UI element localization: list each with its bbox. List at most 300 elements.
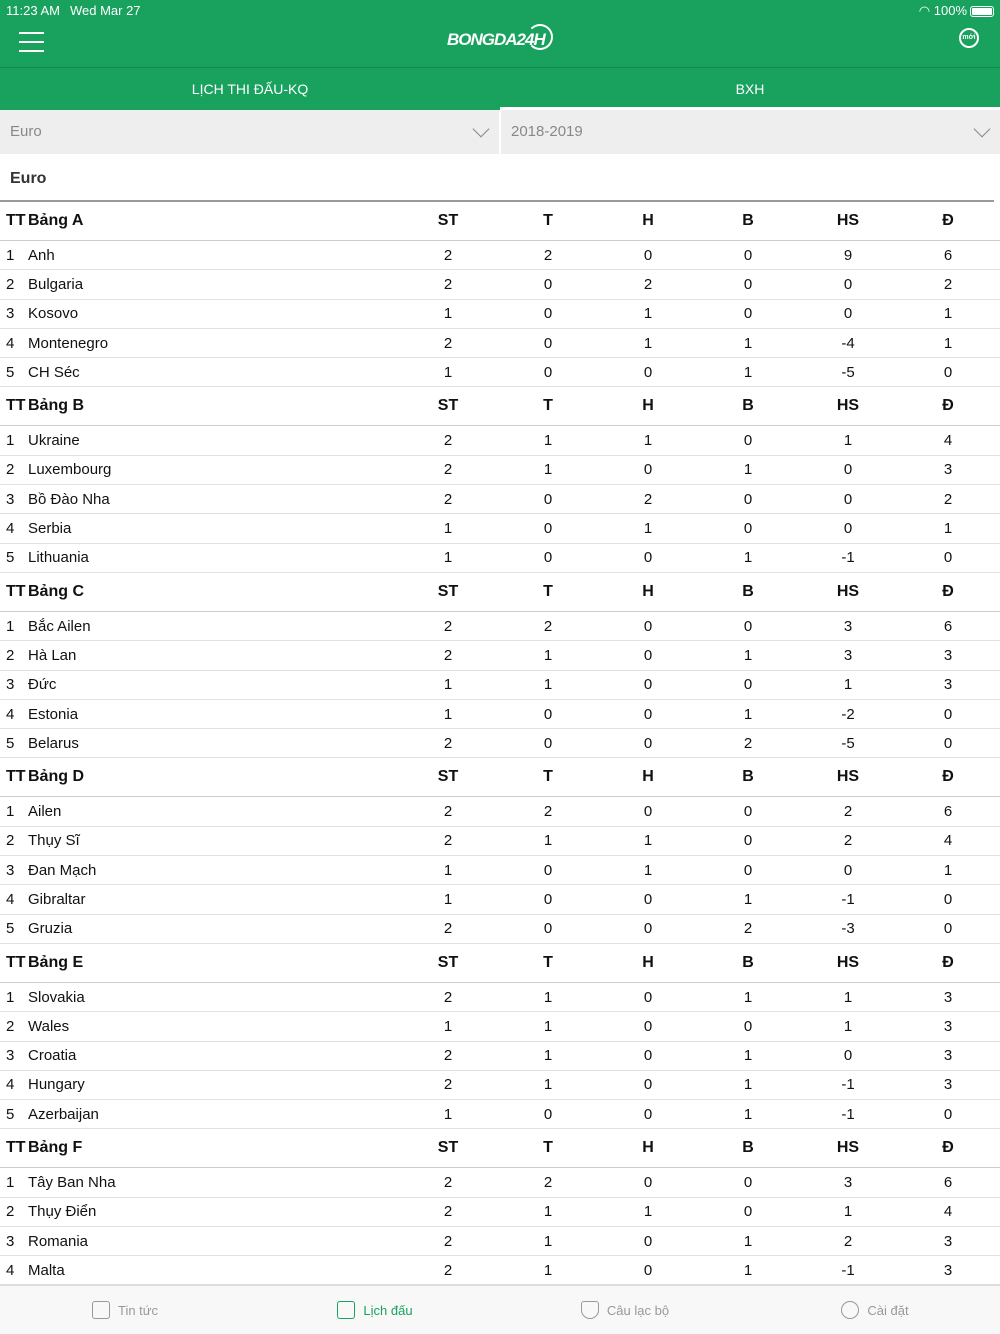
cell: 0 (543, 1105, 553, 1123)
table-row[interactable] (0, 983, 1000, 1012)
cell: 2 (843, 832, 853, 850)
chevron-down-icon (473, 121, 490, 138)
table-row[interactable] (0, 915, 1000, 944)
team-name: Lithuania (28, 549, 89, 567)
cell: 0 (743, 1017, 753, 1035)
cell: 3 (943, 1047, 953, 1065)
cell: 1 (6, 988, 15, 1006)
cell: 2 (6, 646, 15, 664)
cell: 1 (643, 861, 653, 879)
column-header: Đ (942, 1139, 954, 1157)
table-row[interactable] (0, 1042, 1000, 1071)
cell: -5 (841, 734, 855, 752)
column-header: H (642, 1139, 654, 1157)
cell: 2 (443, 1047, 453, 1065)
cell: 1 (543, 1261, 553, 1279)
club-icon (581, 1301, 599, 1319)
cell: 1 (643, 520, 653, 538)
column-header: ST (437, 953, 459, 971)
cell: 9 (843, 246, 853, 264)
cell: 1 (843, 1203, 853, 1221)
cell: -1 (841, 1105, 855, 1123)
cell: 0 (643, 1174, 653, 1192)
cell: 2 (543, 617, 553, 635)
cell: -1 (841, 890, 855, 908)
menu-button[interactable] (19, 32, 44, 52)
cell: 1 (743, 705, 753, 723)
cell: 0 (743, 617, 753, 635)
cell: 0 (943, 363, 953, 381)
status-date: Wed Mar 27 (69, 3, 141, 18)
team-name: Hungary (28, 1076, 85, 1094)
table-row[interactable] (0, 1198, 1000, 1227)
cell: 1 (643, 432, 653, 450)
team-name: Tây Ban Nha (28, 1174, 116, 1192)
cell: 1 (543, 832, 553, 850)
cell: 2 (443, 1174, 453, 1192)
cell: 2 (443, 646, 453, 664)
column-header: Bảng D (28, 768, 84, 786)
cell: 1 (443, 1105, 453, 1123)
battery-percent: 100% (933, 3, 967, 18)
cell: 0 (643, 705, 653, 723)
column-header: HS (836, 1139, 860, 1157)
table-row[interactable] (0, 514, 1000, 543)
cell: 2 (643, 275, 653, 293)
team-name: Kosovo (28, 305, 79, 323)
cell: -5 (841, 363, 855, 381)
cell: 1 (6, 246, 15, 264)
column-header: ST (437, 397, 459, 415)
cell: 0 (743, 1174, 753, 1192)
team-name: Hà Lan (28, 646, 77, 664)
cell: 3 (943, 1232, 953, 1250)
cell: 1 (643, 305, 653, 323)
table-row[interactable] (0, 1071, 1000, 1100)
tab-standings[interactable]: BXH (500, 68, 1000, 110)
column-header: TT (6, 397, 26, 415)
cell: 0 (643, 734, 653, 752)
cell: 0 (643, 803, 653, 821)
cell: 1 (543, 1203, 553, 1221)
cell: 1 (6, 617, 15, 635)
group-header (0, 1129, 1000, 1168)
cell: 0 (543, 861, 553, 879)
cell: 0 (743, 432, 753, 450)
group-header (0, 944, 1000, 983)
cell: 3 (6, 1047, 15, 1065)
team-name: Wales (28, 1017, 70, 1035)
column-header: TT (6, 212, 26, 229)
cell: 1 (743, 1105, 753, 1123)
nav-schedule[interactable]: Lịch đấu (250, 1286, 500, 1334)
column-header: TT (6, 1139, 26, 1157)
cell: 1 (443, 676, 453, 694)
cell: 3 (943, 988, 953, 1006)
group-2 (0, 573, 1000, 758)
table-row[interactable] (0, 1012, 1000, 1041)
cell: 0 (843, 275, 853, 293)
cell: 1 (743, 334, 753, 352)
cell: 0 (943, 1105, 953, 1123)
cell: 2 (6, 461, 15, 479)
cell: 0 (643, 246, 653, 264)
cell: 0 (743, 305, 753, 323)
table-row[interactable] (0, 885, 1000, 914)
cell: 1 (6, 803, 15, 821)
column-header: HS (836, 768, 860, 786)
table-row[interactable] (0, 456, 1000, 485)
cell: 1 (943, 334, 953, 352)
table-row[interactable] (0, 358, 1000, 387)
table-row[interactable] (0, 1256, 1000, 1285)
column-header: HS (836, 397, 860, 415)
league-select[interactable]: Euro (0, 110, 499, 154)
cell: 6 (943, 246, 953, 264)
table-row[interactable] (0, 485, 1000, 514)
cell: 1 (443, 705, 453, 723)
cell: 1 (543, 676, 553, 694)
new-badge-button[interactable]: mới (959, 28, 979, 48)
cell: 1 (543, 1047, 553, 1065)
team-name: Ukraine (28, 432, 80, 450)
cell: 3 (843, 1174, 853, 1192)
column-header: H (642, 212, 654, 229)
column-header: H (642, 953, 654, 971)
group-header (0, 758, 1000, 797)
team-name: Gibraltar (28, 890, 86, 908)
cell: 1 (743, 363, 753, 381)
cell: 1 (943, 520, 953, 538)
column-header: ST (437, 768, 459, 786)
team-name: Montenegro (28, 334, 109, 352)
cell: 0 (643, 617, 653, 635)
column-header: T (543, 212, 553, 229)
column-header: Bảng B (28, 397, 84, 415)
season-select[interactable]: 2018-2019 (499, 110, 1000, 154)
cell: 0 (643, 1105, 653, 1123)
cell: 0 (843, 861, 853, 879)
cell: 1 (843, 676, 853, 694)
cell: 1 (443, 520, 453, 538)
cell: 0 (743, 676, 753, 694)
cell: 0 (543, 520, 553, 538)
cell: 2 (443, 432, 453, 450)
cell: 1 (843, 988, 853, 1006)
cell: 2 (6, 275, 15, 293)
column-header: B (742, 953, 754, 971)
cell: 4 (943, 832, 953, 850)
nav-settings[interactable]: Cài đặt (750, 1286, 1000, 1334)
cell: 1 (743, 1047, 753, 1065)
cell: 0 (543, 334, 553, 352)
cell: 0 (643, 1076, 653, 1094)
cell: 1 (743, 988, 753, 1006)
cell: 1 (743, 890, 753, 908)
cell: 0 (643, 988, 653, 1006)
column-header: TT (6, 953, 26, 971)
cell: 3 (943, 1076, 953, 1094)
cell: 2 (6, 1017, 15, 1035)
cell: 2 (443, 803, 453, 821)
cell: 0 (943, 920, 953, 938)
cell: -2 (841, 705, 855, 723)
group-header (0, 387, 1000, 426)
cell: 4 (6, 520, 15, 538)
cell: 1 (743, 646, 753, 664)
schedule-icon (337, 1301, 355, 1319)
cell: 0 (843, 490, 853, 508)
team-name: Bulgaria (28, 275, 84, 293)
table-row[interactable] (0, 544, 1000, 573)
team-name: Bắc Ailen (28, 617, 91, 635)
column-header: ST (437, 582, 459, 600)
table-row[interactable] (0, 1227, 1000, 1256)
nav-news[interactable]: Tin tức (0, 1286, 250, 1334)
cell: 0 (843, 461, 853, 479)
cell: 1 (743, 1232, 753, 1250)
cell: 0 (543, 734, 553, 752)
cell: 2 (443, 1203, 453, 1221)
table-row[interactable] (0, 612, 1000, 641)
cell: 1 (443, 1017, 453, 1035)
cell: 1 (443, 305, 453, 323)
cell: 2 (443, 275, 453, 293)
cell: 1 (943, 861, 953, 879)
table-row[interactable] (0, 329, 1000, 358)
cell: -3 (841, 920, 855, 938)
cell: 3 (943, 646, 953, 664)
table-row[interactable] (0, 1100, 1000, 1129)
table-row[interactable] (0, 426, 1000, 455)
cell: 5 (6, 734, 15, 752)
column-header: HS (836, 582, 860, 600)
cell: 3 (943, 1261, 953, 1279)
column-header: B (742, 582, 754, 600)
cell: 1 (743, 549, 753, 567)
cell: 0 (743, 832, 753, 850)
cell: 2 (543, 246, 553, 264)
cell: 0 (543, 920, 553, 938)
cell: 5 (6, 549, 15, 567)
cell: 0 (543, 305, 553, 323)
cell: 4 (6, 1076, 15, 1094)
column-header: Đ (942, 768, 954, 786)
cell: 0 (643, 890, 653, 908)
table-row[interactable] (0, 241, 1000, 270)
column-header: B (742, 397, 754, 415)
cell: 0 (543, 705, 553, 723)
cell: 2 (743, 920, 753, 938)
cell: 3 (943, 1017, 953, 1035)
status-bar (0, 0, 1000, 22)
column-header: TT (6, 582, 26, 600)
cell: 1 (643, 832, 653, 850)
cell: 2 (443, 1076, 453, 1094)
team-name: Slovakia (28, 988, 85, 1006)
column-header: T (543, 768, 553, 786)
cell: 2 (443, 617, 453, 635)
battery-icon (970, 6, 994, 17)
cell: 1 (643, 334, 653, 352)
standings-table (0, 202, 1000, 1286)
cell: 5 (6, 1105, 15, 1123)
group-header (0, 202, 1000, 241)
team-name: Gruzia (28, 920, 73, 938)
cell: 2 (843, 803, 853, 821)
app-header (0, 0, 1000, 110)
cell: 3 (843, 617, 853, 635)
column-header: Đ (942, 953, 954, 971)
cell: 0 (543, 275, 553, 293)
column-header: ST (437, 1139, 459, 1157)
cell: 1 (643, 1203, 653, 1221)
team-name: Thụy Điển (28, 1203, 97, 1221)
table-row[interactable] (0, 641, 1000, 670)
cell: 2 (443, 461, 453, 479)
cell: 1 (443, 363, 453, 381)
team-name: Azerbaijan (28, 1105, 99, 1123)
column-header: T (543, 397, 553, 415)
cell: 1 (543, 461, 553, 479)
cell: 0 (743, 490, 753, 508)
cell: 2 (443, 490, 453, 508)
group-5 (0, 1129, 1000, 1285)
cell: 6 (943, 803, 953, 821)
column-header: H (642, 768, 654, 786)
tab-schedule-results[interactable]: LỊCH THI ĐẤU-KQ (191, 81, 309, 97)
cell: 0 (943, 549, 953, 567)
cell: 1 (943, 305, 953, 323)
column-header: T (543, 582, 553, 600)
cell: 0 (543, 363, 553, 381)
cell: -1 (841, 549, 855, 567)
column-header: B (742, 212, 754, 229)
table-row[interactable] (0, 827, 1000, 856)
status-time: 11:23 AM (6, 3, 60, 18)
column-header: Bảng A (28, 212, 84, 229)
team-name: Đan Mạch (28, 861, 97, 879)
cell: -1 (841, 1261, 855, 1279)
cell: 5 (6, 363, 15, 381)
table-row[interactable] (0, 797, 1000, 826)
column-header: T (543, 953, 553, 971)
team-name: Luxembourg (28, 461, 112, 479)
cell: 0 (643, 1047, 653, 1065)
column-header: Bảng F (28, 1139, 83, 1157)
cell: 3 (6, 305, 15, 323)
cell: 4 (6, 705, 15, 723)
chevron-down-icon (974, 121, 991, 138)
cell: 4 (6, 1261, 15, 1279)
cell: 2 (443, 734, 453, 752)
cell: 2 (6, 832, 15, 850)
cell: 0 (643, 676, 653, 694)
cell: 1 (6, 432, 15, 450)
column-header: TT (6, 768, 26, 786)
cell: 0 (643, 363, 653, 381)
table-row[interactable] (0, 300, 1000, 329)
cell: 0 (743, 520, 753, 538)
cell: 2 (843, 1232, 853, 1250)
cell: 4 (6, 334, 15, 352)
cell: 0 (643, 920, 653, 938)
cell: 0 (543, 490, 553, 508)
cell: 0 (843, 1047, 853, 1065)
cell: 3 (6, 1232, 15, 1250)
cell: 1 (743, 1076, 753, 1094)
cell: 1 (443, 890, 453, 908)
table-row[interactable] (0, 270, 1000, 299)
column-header: ST (437, 212, 459, 229)
team-name: Thụy Sĩ (28, 832, 80, 850)
group-3 (0, 758, 1000, 943)
table-row[interactable] (0, 700, 1000, 729)
cell: 1 (543, 1232, 553, 1250)
cell: 2 (443, 988, 453, 1006)
team-name: CH Séc (28, 363, 80, 381)
cell: 6 (943, 617, 953, 635)
cell: 1 (543, 1076, 553, 1094)
cell: 4 (943, 1203, 953, 1221)
cell: 3 (6, 676, 15, 694)
cell: -1 (841, 1076, 855, 1094)
cell: 1 (443, 861, 453, 879)
team-name: Anh (28, 246, 55, 264)
cell: 0 (743, 275, 753, 293)
cell: 0 (543, 549, 553, 567)
cell: 0 (943, 705, 953, 723)
cell: 2 (443, 920, 453, 938)
table-row[interactable] (0, 856, 1000, 885)
table-row[interactable] (0, 729, 1000, 758)
team-name: Malta (28, 1261, 65, 1279)
team-name: Belarus (28, 734, 79, 752)
cell: 4 (943, 432, 953, 450)
group-0 (0, 202, 1000, 387)
table-row[interactable] (0, 671, 1000, 700)
cell: 0 (843, 305, 853, 323)
team-name: Estonia (28, 705, 79, 723)
cell: 2 (543, 1174, 553, 1192)
column-header: Đ (942, 397, 954, 415)
cell: 2 (943, 275, 953, 293)
team-name: Bồ Đào Nha (28, 490, 110, 508)
cell: 1 (743, 461, 753, 479)
cell: 0 (643, 1261, 653, 1279)
column-header: HS (836, 212, 860, 229)
cell: 1 (843, 1017, 853, 1035)
cell: 2 (443, 832, 453, 850)
cell: 3 (943, 461, 953, 479)
cell: 2 (443, 1261, 453, 1279)
cell: 2 (543, 803, 553, 821)
cell: 2 (643, 490, 653, 508)
cell: 1 (443, 549, 453, 567)
group-4 (0, 944, 1000, 1129)
settings-icon (841, 1301, 859, 1319)
cell: 2 (943, 490, 953, 508)
cell: 2 (443, 1232, 453, 1250)
table-row[interactable] (0, 1168, 1000, 1197)
nav-clubs[interactable]: Câu lạc bộ (500, 1286, 750, 1334)
cell: 0 (643, 646, 653, 664)
cell: 0 (843, 520, 853, 538)
cell: 6 (943, 1174, 953, 1192)
team-name: Đức (28, 676, 57, 694)
column-header: Đ (942, 582, 954, 600)
column-header: HS (836, 953, 860, 971)
